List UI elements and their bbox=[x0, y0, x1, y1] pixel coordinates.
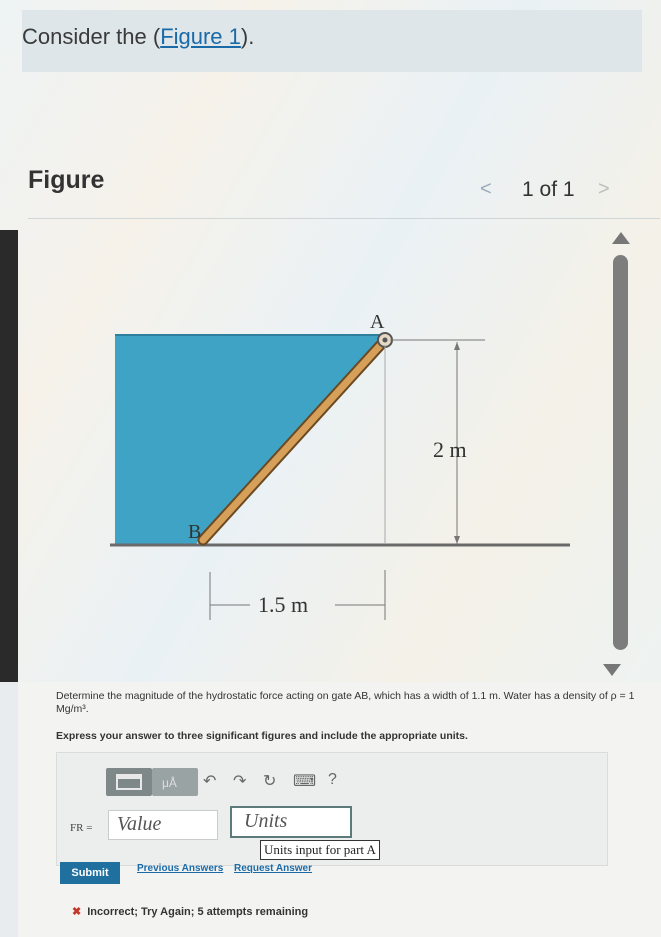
units-tooltip: Units input for part A bbox=[260, 840, 380, 860]
figure-title: Figure bbox=[28, 166, 105, 194]
redo-icon[interactable]: ↷ bbox=[233, 773, 247, 790]
status-message bbox=[72, 905, 308, 918]
undo-icon[interactable]: ↶ bbox=[203, 773, 217, 790]
previous-answers-link[interactable]: Previous Answers bbox=[137, 863, 224, 874]
next-figure-button[interactable]: > bbox=[598, 178, 610, 200]
request-answer-link[interactable]: Request Answer bbox=[234, 863, 312, 874]
template-button[interactable] bbox=[106, 768, 152, 796]
gate-diagram bbox=[100, 300, 580, 630]
units-input[interactable]: Units bbox=[230, 806, 352, 838]
reset-icon[interactable]: ↻ bbox=[263, 773, 277, 790]
figure-link[interactable]: Figure 1 bbox=[160, 24, 241, 49]
keyboard-icon[interactable]: ⌨ bbox=[293, 773, 317, 790]
point-a-label: A bbox=[370, 311, 385, 333]
value-input[interactable]: Value bbox=[108, 810, 218, 840]
scrollbar-thumb[interactable] bbox=[613, 255, 628, 650]
symbol-label: μÅ bbox=[162, 776, 177, 790]
water-region bbox=[115, 335, 385, 545]
submit-button[interactable]: Submit bbox=[60, 862, 120, 884]
intro-prefix: Consider the ( bbox=[22, 24, 161, 49]
figure-divider bbox=[28, 218, 660, 219]
figure-count: 1 of 1 bbox=[522, 178, 575, 201]
intro-text bbox=[22, 24, 254, 50]
scroll-down-arrow-icon[interactable] bbox=[603, 664, 621, 676]
template-grid-icon bbox=[116, 774, 142, 790]
problem-instruction: Express your answer to three significant figures and include the appropriate units. bbox=[56, 730, 468, 742]
point-b-label: B bbox=[188, 521, 202, 543]
height-label: 2 m bbox=[433, 437, 467, 462]
scroll-up-arrow-icon[interactable] bbox=[612, 232, 630, 244]
page-edge bbox=[0, 230, 18, 682]
width-label: 1.5 m bbox=[258, 592, 309, 617]
fr-label: FR = bbox=[70, 822, 93, 834]
intro-suffix: ). bbox=[240, 24, 255, 49]
problem-prompt: Determine the magnitude of the hydrostatic force acting on gate AB, which has a width of 1.1 m. Water has a density of ρ = 1 Mg/m³. bbox=[56, 690, 635, 715]
symbol-button[interactable] bbox=[152, 768, 198, 796]
prev-figure-button[interactable]: < bbox=[480, 178, 492, 200]
incorrect-icon: ✖ bbox=[72, 906, 82, 918]
status-text: Incorrect; Try Again; 5 attempts remaining bbox=[87, 906, 309, 918]
help-icon[interactable]: ? bbox=[328, 771, 337, 788]
